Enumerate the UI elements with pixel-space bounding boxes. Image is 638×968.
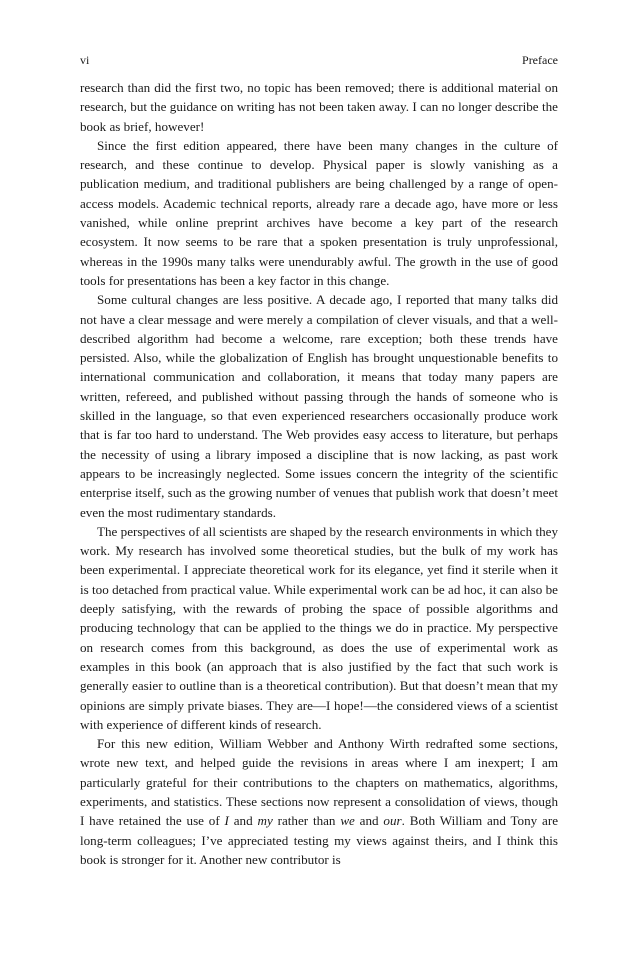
paragraph-text: and [228,813,258,829]
emphasis: our [383,813,402,829]
paragraph: Since the first edition appeared, there have been many changes in the culture of research, and these continue to develop. Physical paper is slowly vanishing as a publication medium, and traditional publishers are being challenged by a range of open-access models. Academic technical reports, already rare a decade ago, have more or less vanished, while online preprint archives have become a key part of the research ecosystem. It now seems to be rare that a spoken presentation is truly unprofessional, whereas in the 1990s many talks were unendurably awful. The growth in the use of good tools for presentations has been a key factor in this change. [80,137,558,288]
paragraph [80,734,558,869]
paragraph: The perspectives of all scientists are shaped by the research environments in which they work. My research has involved some theoretical studies, but the bulk of my work has been experimental. I appreciate theoretical work for its elegance, yet find it sterile when it is too detached from practical value. While experimental work can be ad hoc, it can also be deeply satisfying, with the rewards of probing the space of possible algorithms and producing technology that can be applied to the things we do in practice. My perspective on research comes from this background, as does the use of experimental work as examples in this book (an approach that is also justified by the fact that such work is generally easier to outline than is a theoretical contribution). But that doesn’t mean that my opinions are simply private biases. They are—I hope!—the considered views of a scientist with experience of different kinds of research. [80,523,558,732]
paragraph-text: . Both William and Tony are long-term colleagues; I’ve appreciated testing my views against theirs, and I think this book is stronger for it. Another new contributor is [80,813,558,867]
paragraph: Some cultural changes are less positive. A decade ago, I reported that many talks did not have a clear message and were merely a compilation of clever visuals, and that a well-described algorithm had become a welcome, rare exception; both these trends have persisted. Also, while the globalization of English has brought unquestionable benefits to international communication and collaboration, it means that today many papers are written, refereed, and published without passing through the hands of someone who is skilled in the language, so that even experienced researchers occasionally produce work that is far too hard to understand. The Web provides easy access to literature, but perhaps the necessity of using a library imposed a discipline that is now lacking, as past work appears to be increasingly neglected. Some issues concern the integrity of the scientific enterprise itself, such as the growing number of venues that publish work that doesn’t meet even the most rudimentary standards. [80,292,558,520]
emphasis: we [340,813,355,829]
paragraph-text: rather than [272,813,341,829]
emphasis: I [224,813,229,829]
emphasis: my [257,813,273,829]
page-number: vi [80,53,90,67]
paragraph-text: For this new edition, William Webber and Anthony Wirth redrafted some sections, wrote new text, and helped guide the revisions in areas where I am inexpert; I am particularly grateful for their contributions to the chapters on mathematics, algorithms, experiments, and statistics. These sections now represent a consolidation of views, though I have retained the use of [80,736,558,829]
section-title: Preface [522,53,558,67]
paragraph: research than did the first two, no topic has been removed; there is additional material on research, but the guidance on writing has not been taken away. I can no longer describe the book as brief, however! [80,80,558,134]
body-text [80,78,558,869]
running-head [80,53,558,67]
paragraph-text: and [354,813,384,829]
